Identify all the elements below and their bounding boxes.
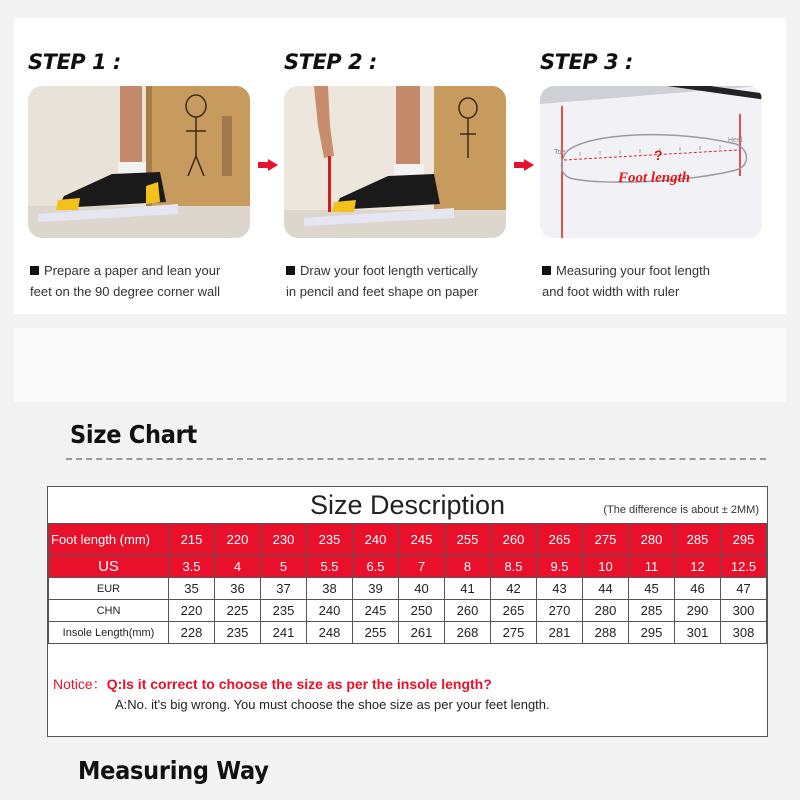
difference-note: (The difference is about ± 2MM) [603,504,759,516]
size-row-label: EUR [49,578,169,600]
notice-label: Notice： [53,676,107,692]
size-cell: 35 [169,578,215,600]
step-1-title: STEP 1 : [28,50,121,74]
size-cell: 5.5 [307,555,353,578]
size-cell: 285 [629,600,675,622]
size-cell: 45 [629,578,675,600]
size-cell: 10 [583,555,629,578]
size-cell: 9.5 [537,555,583,578]
size-cell: 255 [353,622,399,644]
size-cell: 241 [261,622,307,644]
size-cell: 4 [215,555,261,578]
size-cell: 235 [215,622,261,644]
size-cell: 275 [491,622,537,644]
size-cell: 40 [399,578,445,600]
step-2-caption [286,260,516,302]
size-cell: 265 [491,600,537,622]
arrow-right-icon [258,158,278,176]
step-1-caption-line2: feet on the 90 degree corner wall [30,284,221,299]
size-cell: 250 [399,600,445,622]
size-row-label: Insole Length(mm) [49,622,169,644]
size-cell: 37 [261,578,307,600]
size-cell: 301 [675,622,721,644]
size-cell: 261 [399,622,445,644]
step-2-caption-line1: Draw your foot length vertically [300,263,478,278]
size-cell: 240 [307,600,353,622]
bullet-icon [30,266,39,275]
size-table-row [49,622,767,644]
size-description-table-card [47,486,768,737]
size-chart-heading: Size Chart [70,420,197,449]
step-2-title: STEP 2 : [284,50,377,74]
size-cell: 47 [721,578,767,600]
step-3-question-mark: ? [654,147,663,163]
step-2-caption-line2: in pencil and feet shape on paper [286,284,479,299]
spacer-band [14,328,786,402]
size-chart-divider [66,458,766,460]
size-cell: 285 [675,524,721,555]
size-cell: 6.5 [353,555,399,578]
size-cell: 288 [583,622,629,644]
size-cell: 245 [353,600,399,622]
size-cell: 280 [629,524,675,555]
size-cell: 295 [629,622,675,644]
size-cell: 215 [169,524,215,555]
step-1-photo [28,86,250,238]
size-cell: 42 [491,578,537,600]
step-3-title: STEP 3 : [540,50,633,74]
size-cell: 265 [537,524,583,555]
size-cell: 245 [399,524,445,555]
notice-question-text: Q:Is it correct to choose the size as per the insole length? [106,676,492,692]
size-cell: 290 [675,600,721,622]
step-3-caption-line2: and foot width with ruler [542,284,680,299]
size-row-label: Foot length (mm) [49,524,169,555]
step-3-photo [540,86,762,238]
bullet-icon [286,266,295,275]
size-table [48,523,767,644]
step-2-photo [284,86,506,238]
size-cell: 7 [399,555,445,578]
measuring-steps-panel [14,18,786,314]
size-cell: 8.5 [491,555,537,578]
size-cell: 12 [675,555,721,578]
size-cell: 260 [445,600,491,622]
size-row-label: CHN [49,600,169,622]
size-cell: 41 [445,578,491,600]
size-cell: 268 [445,622,491,644]
size-cell: 300 [721,600,767,622]
size-cell: 270 [537,600,583,622]
size-description-title: Size Description [309,490,506,520]
size-cell: 3.5 [169,555,215,578]
step-1-caption-line1: Prepare a paper and lean your [44,263,221,278]
size-table-row [49,578,767,600]
size-cell: 255 [445,524,491,555]
bullet-icon [542,266,551,275]
step-3-caption [542,260,772,302]
step-3-heel-label: Heel [728,137,743,144]
size-cell: 260 [491,524,537,555]
notice-answer: A:No. it's big wrong. You must choose the shoe size as per your feet length. [115,697,550,712]
size-row-label: US [49,555,169,578]
size-table-row [49,524,767,555]
size-cell: 5 [261,555,307,578]
size-cell: 308 [721,622,767,644]
size-cell: 36 [215,578,261,600]
size-cell: 275 [583,524,629,555]
size-table-row [49,555,767,578]
step-1-caption [30,260,260,302]
arrow-right-icon [514,158,534,176]
size-cell: 281 [537,622,583,644]
size-cell: 38 [307,578,353,600]
size-cell: 11 [629,555,675,578]
size-cell: 248 [307,622,353,644]
size-cell: 12.5 [721,555,767,578]
size-cell: 39 [353,578,399,600]
size-cell: 8 [445,555,491,578]
size-cell: 240 [353,524,399,555]
size-cell: 46 [675,578,721,600]
size-cell: 235 [307,524,353,555]
size-cell: 220 [169,600,215,622]
step-3-caption-line1: Measuring your foot length [556,263,710,278]
size-cell: 43 [537,578,583,600]
measuring-way-heading: Measuring Way [78,756,269,785]
size-cell: 235 [261,600,307,622]
step-3-toe-label: Toe [554,149,566,156]
size-cell: 44 [583,578,629,600]
size-cell: 280 [583,600,629,622]
step-3-foot-length-label: Foot length [618,170,691,186]
notice-question [53,674,492,694]
size-cell: 225 [215,600,261,622]
size-cell: 220 [215,524,261,555]
size-cell: 295 [721,524,767,555]
size-cell: 230 [261,524,307,555]
size-cell: 228 [169,622,215,644]
size-table-row [49,600,767,622]
